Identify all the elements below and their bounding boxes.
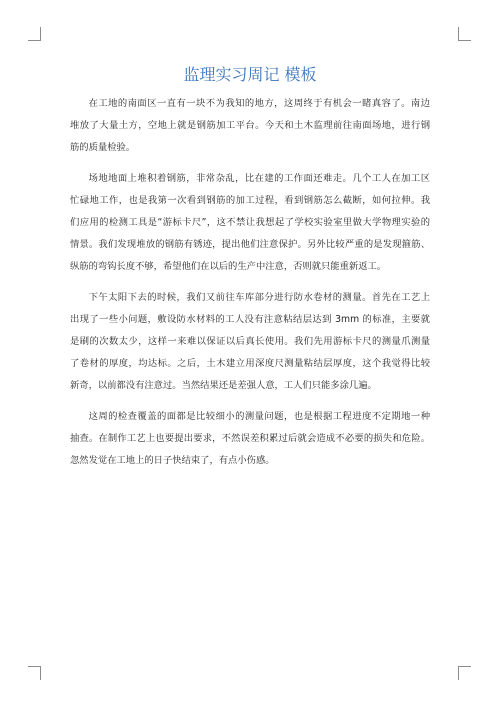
paragraph-3 xyxy=(70,287,430,396)
paragraph-line: 们应用的检测工具是“游标卡尺”，这不禁让我想起了学校实验室里做大学物理实验的 xyxy=(70,216,430,228)
paragraph-line: 筋的质量检验。 xyxy=(70,141,136,153)
paragraph-line: 这周的检查覆盖的面都是比较细小的测量问题，也是根据工程进度不定期地一种 xyxy=(88,411,430,423)
paragraph-line: 纵筋的弯钩长度不够，希望他们在以后的生产中注意，否则就只能重新返工。 xyxy=(70,260,387,272)
paragraph-line: 下午太阳下去的时候，我们又前往车库部分进行防水卷材的测量。首先在工艺上 xyxy=(88,292,430,304)
paragraph-line: 忙碌地工作，也是我第一次看到钢筋的加工过程，看到钢筋怎么截断，如何拉伸。我 xyxy=(70,195,430,207)
paragraph-line: 情景。我们发现堆放的钢筋有锈迹，提出他们注意保护。另外比较严重的是发现箍筋、 xyxy=(70,238,430,250)
paragraph-line: 堆放了大量土方，空地上就是钢筋加工平台。今天和土木监理前往南面场地，进行钢 xyxy=(70,119,430,131)
document-title: 监理实习周记 模板 xyxy=(183,65,317,84)
paragraph-line: 场地地面上堆积着钢筋，非常杂乱，比在建的工作面还难走。几个工人在加工区 xyxy=(88,173,430,185)
crop-mark-bottom-left xyxy=(28,666,41,680)
paragraph-line: 抽查。在制作工艺上也要提出要求，不然误差积累过后就会造成不必要的损失和危险。 xyxy=(70,433,430,445)
paragraph-2 xyxy=(70,168,430,277)
paragraph-line: 出现了一些小问题，敷设防水材料的工人没有注意粘结层达到 3mm 的标准，主要就 xyxy=(70,314,430,326)
paragraph-line: 了卷材的厚度，均达标。之后，土木建立用深度尺测量粘结层厚度，这个我觉得比较 xyxy=(70,357,430,369)
crop-mark-top-left xyxy=(28,27,41,41)
paragraph-1 xyxy=(70,93,430,158)
crop-mark-top-right xyxy=(458,27,471,41)
paragraph-line: 忽然发觉在工地上的日子快结束了，有点小伤感。 xyxy=(70,454,275,466)
paragraph-line: 新奇，以前都没有注意过。当然结果还是差强人意，工人们只能多涂几遍。 xyxy=(70,379,377,391)
paragraph-line: 在工地的南面区一直有一块不为我知的地方，这周终于有机会一睹真容了。南边 xyxy=(88,98,430,109)
paragraph-4 xyxy=(70,406,430,471)
document-body xyxy=(70,93,430,482)
paragraph-line: 是刷的次数太少，这样一来难以保证以后真长使用。我们先用游标卡尺的测量爪测量 xyxy=(70,335,430,347)
crop-mark-bottom-right xyxy=(458,666,471,680)
